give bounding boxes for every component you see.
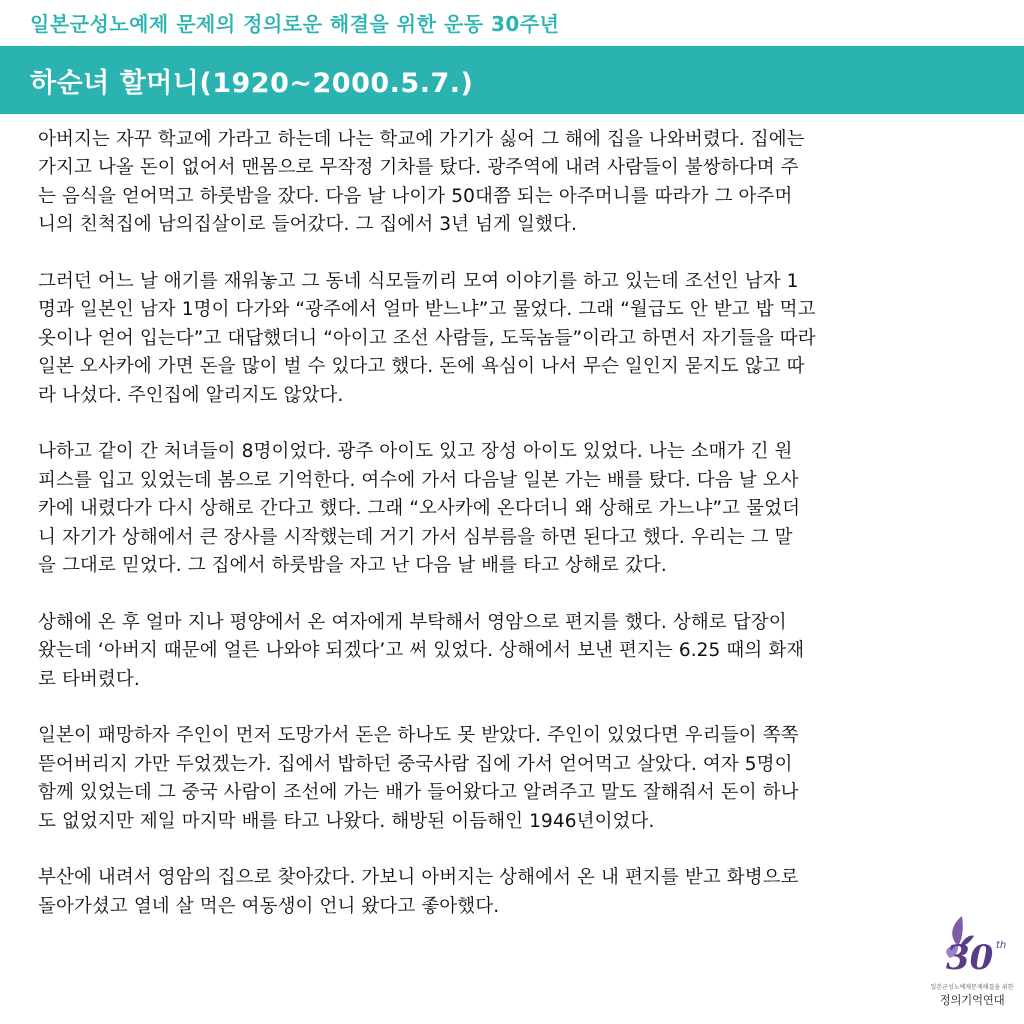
organization-logo bbox=[924, 912, 1020, 1020]
logo-subtitle: 일본군성노예제문제해결을 위한 bbox=[930, 984, 1014, 991]
text-line: 옷이나 얻어 입는다”고 대답했더니 “아이고 조선 사람들, 도둑놈들”이라고 하면서 자기들을 따라 bbox=[38, 327, 816, 349]
text-line: 일본이 패망하자 주인이 먼저 도망가서 돈은 하나도 못 받았다. 주인이 있었다면 우리들이 쪽쪽 bbox=[38, 725, 799, 747]
logo-org-name: 정의기억연대 bbox=[939, 993, 1005, 1007]
text-line: 니의 친척집에 남의집살이로 들어갔다. 그 집에서 3년 넘게 일했다. bbox=[38, 214, 577, 236]
text-line: 명과 일본인 남자 1명이 다가와 “광주에서 얼마 받느냐”고 물었다. 그래 “월급도 안 받고 밥 먹고 bbox=[38, 299, 816, 321]
text-line: 함께 있었는데 그 중국 사람이 조선에 가는 배가 들어왔다고 알려주고 말도 잘해줘서 돈이 하나 bbox=[38, 782, 799, 804]
text-line: 을 그대로 믿었다. 그 집에서 하룻밤을 자고 난 다음 날 배를 타고 상해로 갔다. bbox=[38, 555, 667, 577]
paragraph bbox=[38, 864, 986, 921]
banner-title: 하순녀 할머니(1920~2000.5.7.) bbox=[30, 67, 474, 99]
title-banner bbox=[0, 46, 1024, 114]
text-line: 일본 오사카에 가면 돈을 많이 벌 수 있다고 했다. 돈에 욕심이 나서 무슨 일인지 묻지도 않고 따 bbox=[38, 356, 805, 378]
text-line: 도 없었지만 제일 마지막 배를 타고 나왔다. 해방된 이듬해인 1946년이었다. bbox=[38, 810, 655, 832]
text-line: 부산에 내려서 영암의 집으로 찾아갔다. 가보니 아버지는 상해에서 온 내 편지를 받고 화병으로 bbox=[38, 867, 799, 889]
text-line: 니 자기가 상해에서 큰 장사를 시작했는데 거기 가서 심부름을 하면 된다고 했다. 우리는 그 말 bbox=[38, 526, 793, 548]
paragraph bbox=[38, 268, 986, 410]
paragraph bbox=[38, 609, 986, 694]
top-title: 일본군성노예제 문제의 정의로운 해결을 위한 운동 30주년 bbox=[30, 12, 560, 36]
logo-number: 30 bbox=[946, 938, 994, 978]
text-line: 는 음식을 얻어먹고 하룻밤을 잤다. 다음 날 나이가 50대쯤 되는 아주머니를 따라가 그 아주머 bbox=[38, 185, 793, 207]
logo-superscript: th bbox=[996, 940, 1007, 951]
text-line: 아버지는 자꾸 학교에 가라고 하는데 나는 학교에 가기가 싫어 그 해에 집을 나와버렸다. 집에는 bbox=[38, 129, 805, 150]
text-line: 라 나섰다. 주인집에 알리지도 않았다. bbox=[38, 384, 344, 406]
text-line: 나하고 같이 간 처녀들이 8명이었다. 광주 아이도 있고 장성 아이도 있었다. 나는 소매가 긴 원 bbox=[38, 441, 793, 463]
text-line: 뜯어버리지 가만 두었겠는가. 집에서 밥하던 중국사람 집에 가서 얻어먹고 살았다. 여자 5명이 bbox=[38, 753, 793, 775]
text-line: 피스를 입고 있었는데 봄으로 기억한다. 여수에 가서 다음날 일본 가는 배를 탔다. 다음 날 오사 bbox=[38, 469, 799, 491]
paragraph bbox=[38, 126, 986, 240]
text-line: 돌아가셨고 열네 살 먹은 여동생이 언니 왔다고 좋아했다. bbox=[38, 895, 500, 917]
text-line: 로 타버렸다. bbox=[38, 668, 140, 690]
testimony-body bbox=[38, 126, 986, 950]
text-line: 가지고 나올 돈이 없어서 맨몸으로 무작정 기차를 탔다. 광주역에 내려 사람들이 불쌍하다며 주 bbox=[38, 157, 799, 179]
text-line: 그러던 어느 날 애기를 재워놓고 그 동네 식모들끼리 모여 이야기를 하고 있는데 조선인 남자 1 bbox=[38, 271, 799, 293]
paragraph bbox=[38, 722, 986, 836]
text-line: 상해에 온 후 얼마 지나 평양에서 온 여자에게 부탁해서 영암으로 편지를 했다. 상해로 답장이 bbox=[38, 611, 787, 633]
text-line: 카에 내렸다가 다시 상해로 간다고 했다. 그래 “오사카에 온다더니 왜 상해로 가느냐”고 물었더 bbox=[38, 498, 801, 520]
text-line: 왔는데 ‘아버지 때문에 얼른 나와야 되겠다’고 써 있었다. 상해에서 보낸 편지는 6.25 때의 화재 bbox=[38, 640, 805, 662]
paragraph bbox=[38, 438, 986, 580]
